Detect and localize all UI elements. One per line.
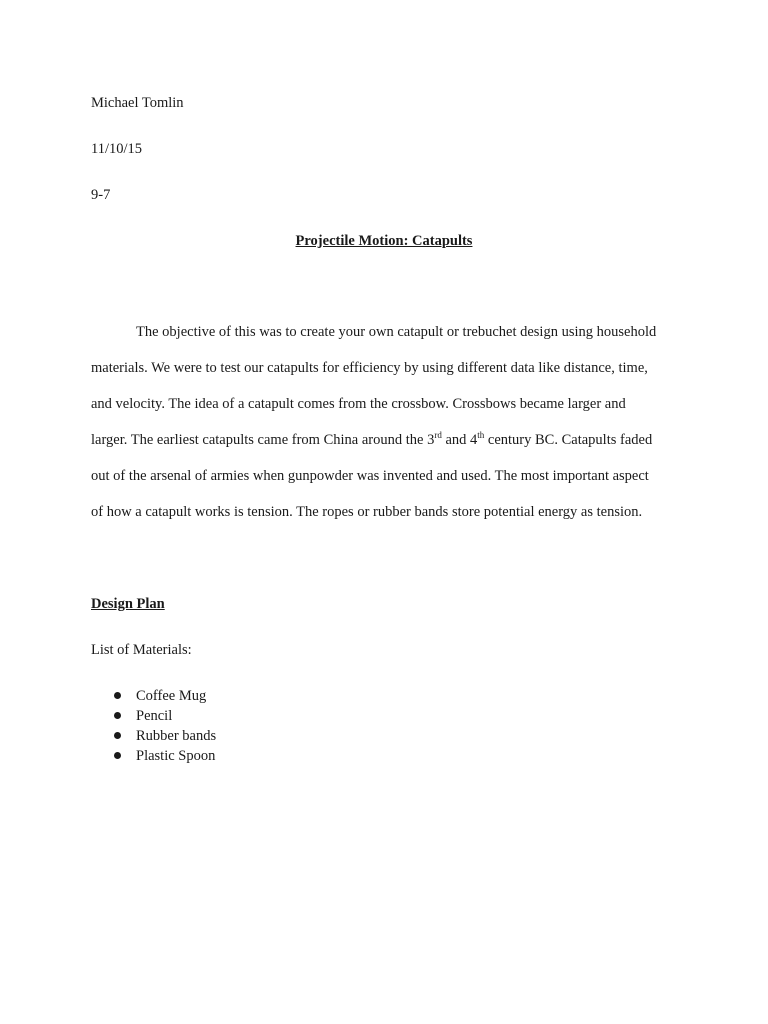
bullet-icon [114,732,121,739]
intro-line-4b: and 4 [441,432,478,448]
bullet-icon [114,692,121,699]
superscript-th: th [477,430,485,440]
list-item [91,688,216,708]
list-item [91,728,216,748]
intro-line-1: The objective of this was to create your own catapult or trebuchet design using household [136,324,657,340]
list-item [91,708,216,728]
document-title: Projectile Motion: Catapults [295,233,473,249]
author-name: Michael Tomlin [91,95,184,111]
material-item: Pencil [136,708,173,724]
intro-line-2: materials. We were to test our catapults for efficiency by using different data like distance, time, [91,360,648,376]
intro-line-6: of how a catapult works is tension. The ropes or rubber bands store potential energy as tension. [91,504,643,520]
superscript-rd: rd [434,430,442,440]
intro-line-3: and velocity. The idea of a catapult comes from the crossbow. Crossbows became larger and [91,396,626,412]
list-item [91,748,216,768]
material-item: Coffee Mug [136,688,207,704]
class-period: 9-7 [91,187,111,203]
bullet-icon [114,752,121,759]
design-plan-heading: Design Plan [91,596,165,612]
date: 11/10/15 [91,141,143,157]
intro-line-5: out of the arsenal of armies when gunpowder was invented and used. The most important aspect [91,468,649,484]
materials-list [91,688,216,768]
bullet-icon [114,712,121,719]
intro-line-4c: century BC. Catapults faded [484,432,653,448]
materials-label: List of Materials: [91,642,192,658]
material-item: Rubber bands [136,728,217,744]
intro-line-4a: larger. The earliest catapults came from China around the 3 [91,432,435,448]
material-item: Plastic Spoon [136,748,216,764]
intro-line-4 [91,430,653,448]
